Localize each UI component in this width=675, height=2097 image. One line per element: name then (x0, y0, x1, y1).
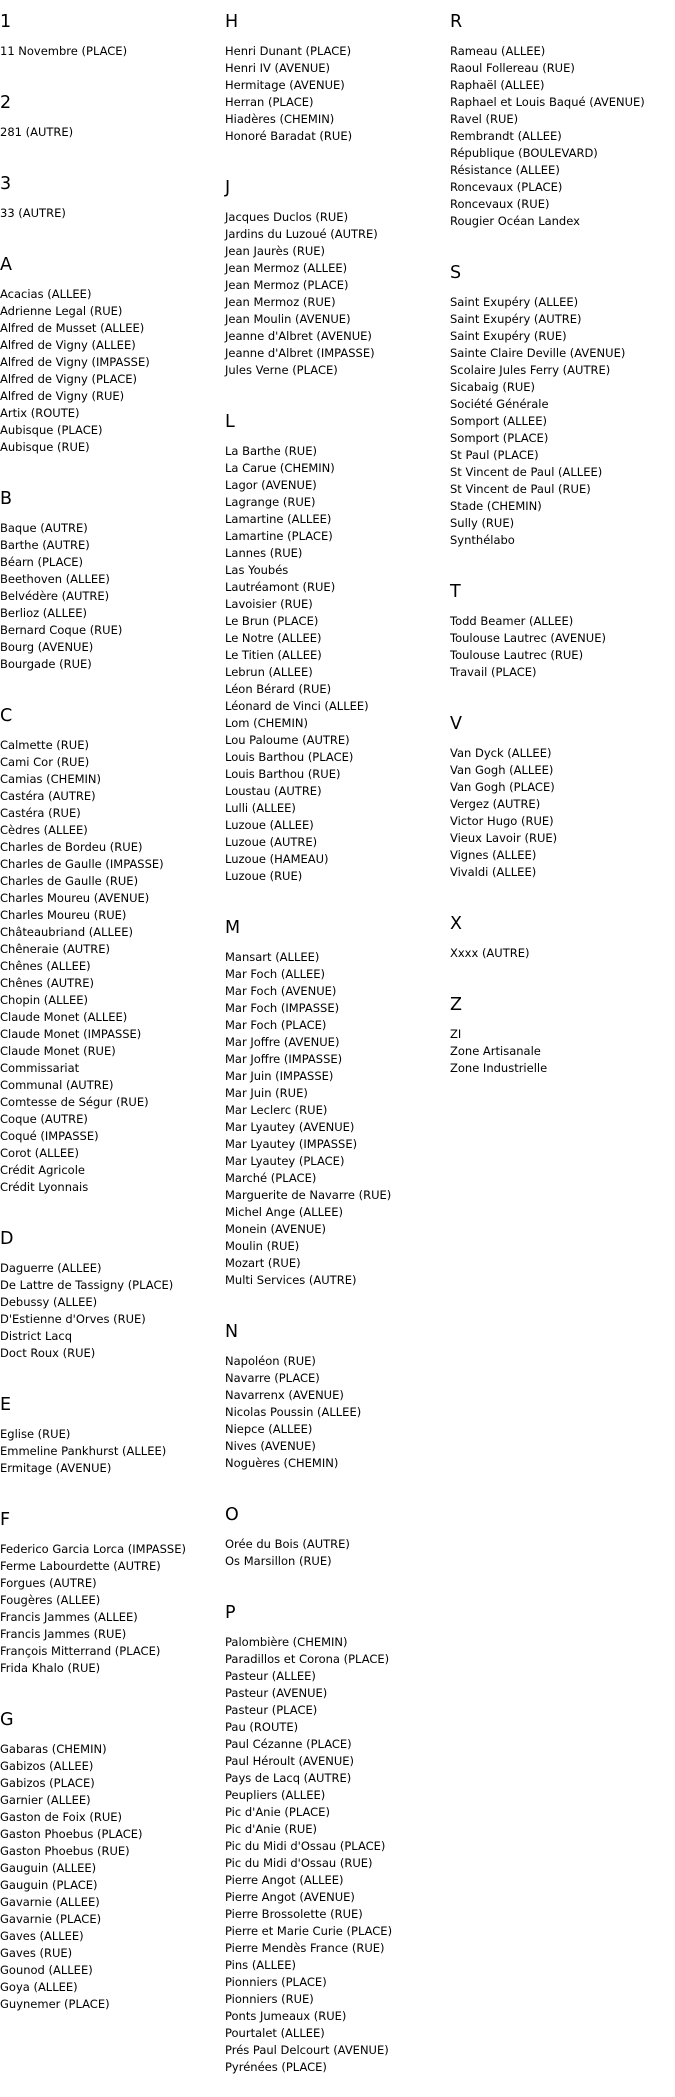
street-link[interactable]: Aubisque (RUE) (0, 440, 90, 454)
street-link[interactable]: Gaston de Foix (RUE) (0, 1810, 123, 1824)
street-link[interactable]: Gaston Phoebus (PLACE) (0, 1827, 143, 1841)
street-link[interactable]: Marguerite de Navarre (RUE) (225, 1188, 392, 1202)
street-link[interactable]: Beethoven (ALLEE) (0, 572, 110, 586)
street-link[interactable]: Orée du Bois (AUTRE) (225, 1537, 350, 1551)
street-list (225, 1634, 450, 2076)
street-link[interactable]: Cèdres (ALLEE) (0, 823, 88, 837)
street-link[interactable]: Châteaubriand (ALLEE) (0, 925, 133, 939)
section-letter-heading: B (0, 489, 13, 509)
street-link[interactable]: Pierre Angot (ALLEE) (225, 1873, 344, 1887)
section-letter-heading: 3 (0, 174, 12, 194)
street-link[interactable]: Pasteur (AVENUE) (225, 1686, 328, 1700)
street-link[interactable]: Ferme Labourdette (AUTRE) (0, 1559, 161, 1573)
street-link[interactable]: Chênes (AUTRE) (0, 976, 94, 990)
street-link[interactable]: Gabizos (ALLEE) (0, 1759, 94, 1773)
section-letter-heading: S (450, 263, 462, 283)
street-link[interactable]: Forgues (AUTRE) (0, 1576, 97, 1590)
street-link[interactable]: Debussy (ALLEE) (0, 1295, 98, 1309)
street-link[interactable]: Gavarnie (ALLEE) (0, 1895, 100, 1909)
letter-section (0, 1383, 225, 1498)
street-link[interactable]: Claude Monet (IMPASSE) (0, 1027, 142, 1041)
street-link[interactable]: Pierre et Marie Curie (PLACE) (225, 1924, 393, 1938)
section-letter-heading: Z (450, 995, 462, 1015)
street-link[interactable]: La Carue (CHEMIN) (225, 461, 335, 475)
street-link[interactable]: Alfred de Vigny (RUE) (0, 389, 125, 403)
street-link[interactable]: Ravel (RUE) (450, 112, 519, 126)
street-link[interactable]: Saint Exupéry (AUTRE) (450, 312, 582, 326)
street-link[interactable]: Artix (ROUTE) (0, 406, 80, 420)
street-link[interactable]: Lavoisier (RUE) (225, 597, 313, 611)
street-link[interactable]: Doct Roux (RUE) (0, 1346, 96, 1360)
street-link[interactable]: Luzoue (HAMEAU) (225, 852, 329, 866)
street-link[interactable]: Jean Jaurès (RUE) (225, 244, 326, 258)
street-link[interactable]: Jean Mermoz (PLACE) (225, 278, 349, 292)
street-link[interactable]: Charles de Bordeu (RUE) (0, 840, 143, 854)
street-link[interactable]: Société Générale (450, 397, 549, 411)
street-link[interactable]: Vergez (AUTRE) (450, 797, 541, 811)
street-link[interactable]: Alfred de Musset (ALLEE) (0, 321, 145, 335)
section-letter-heading: G (0, 1710, 14, 1730)
street-link[interactable]: Garnier (ALLEE) (0, 1793, 91, 1807)
street-list (0, 1741, 225, 2013)
section-letter-heading: N (225, 1322, 239, 1342)
letter-section (450, 702, 675, 902)
street-link[interactable]: Travail (PLACE) (450, 665, 537, 679)
street-link[interactable]: Chopin (ALLEE) (0, 993, 88, 1007)
section-letter-heading: A (0, 255, 12, 275)
street-link[interactable]: Le Brun (PLACE) (225, 614, 319, 628)
street-link[interactable]: Herran (PLACE) (225, 95, 314, 109)
letter-section (225, 1310, 450, 1493)
street-link[interactable]: Rembrandt (ALLEE) (450, 129, 562, 143)
street-list (225, 1536, 450, 1570)
street-link[interactable]: Las Youbés (225, 563, 289, 577)
street-link[interactable]: Paradillos et Corona (PLACE) (225, 1652, 390, 1666)
street-link[interactable]: Alfred de Vigny (PLACE) (0, 372, 138, 386)
street-link[interactable]: Paul Cézanne (PLACE) (225, 1737, 352, 1751)
letter-section (0, 477, 225, 694)
street-link[interactable]: Gaves (RUE) (0, 1946, 73, 1960)
street-link[interactable]: Lulli (ALLEE) (225, 801, 296, 815)
street-list (450, 613, 675, 681)
street-link[interactable]: Rameau (ALLEE) (450, 44, 546, 58)
street-link[interactable]: Gavarnie (PLACE) (0, 1912, 102, 1926)
street-list (0, 1260, 225, 1362)
street-link[interactable]: Raphael et Louis Baqué (AVENUE) (450, 95, 645, 109)
street-link[interactable]: Adrienne Legal (RUE) (0, 304, 123, 318)
street-link[interactable]: Daguerre (ALLEE) (0, 1261, 102, 1275)
street-link[interactable]: Mozart (RUE) (225, 1256, 301, 1270)
street-link[interactable]: Pierre Angot (AVENUE) (225, 1890, 355, 1904)
street-link[interactable]: Castéra (AUTRE) (0, 789, 96, 803)
section-letter-heading: J (225, 178, 231, 198)
street-link[interactable]: Xxxx (AUTRE) (450, 946, 530, 960)
street-link[interactable]: Vieux Lavoir (RUE) (450, 831, 558, 845)
street-link[interactable]: Pasteur (PLACE) (225, 1703, 318, 1717)
section-letter-heading: V (450, 714, 462, 734)
street-list (0, 286, 225, 456)
street-link[interactable]: Luzoue (ALLEE) (225, 818, 314, 832)
street-link[interactable]: Multi Services (AUTRE) (225, 1273, 357, 1287)
street-link[interactable]: Barthe (AUTRE) (0, 538, 90, 552)
street-link[interactable]: 281 (AUTRE) (0, 125, 74, 139)
street-list (450, 1026, 675, 1077)
street-link[interactable]: Monein (AVENUE) (225, 1222, 326, 1236)
street-link[interactable]: Todd Beamer (ALLEE) (450, 614, 574, 628)
section-letter-heading: E (0, 1395, 12, 1415)
letter-section (0, 243, 225, 477)
street-link[interactable]: Lom (CHEMIN) (225, 716, 308, 730)
street-link[interactable]: Francis Jammes (ALLEE) (0, 1610, 138, 1624)
street-link[interactable]: Mar Joffre (IMPASSE) (225, 1052, 343, 1066)
street-link[interactable]: Victor Hugo (RUE) (450, 814, 554, 828)
street-link[interactable]: St Paul (PLACE) (450, 448, 539, 462)
street-list (0, 1541, 225, 1677)
street-list (0, 124, 225, 141)
letter-section (0, 694, 225, 1217)
street-link[interactable]: Louis Barthou (RUE) (225, 767, 341, 781)
street-list (0, 205, 225, 222)
letter-section (225, 1591, 450, 2097)
street-link[interactable]: Mar Foch (AVENUE) (225, 984, 337, 998)
street-link[interactable]: Pierre Mendès France (RUE) (225, 1941, 385, 1955)
street-list (450, 294, 675, 549)
street-link[interactable]: Francis Jammes (RUE) (0, 1627, 127, 1641)
street-link[interactable]: Coqué (IMPASSE) (0, 1129, 99, 1143)
street-link[interactable]: Zone Industrielle (450, 1061, 548, 1075)
street-link[interactable]: Pyrénées (PLACE) (225, 2060, 327, 2074)
street-link[interactable]: Jacques Duclos (RUE) (225, 210, 349, 224)
letter-section (225, 166, 450, 400)
street-link[interactable]: Nicolas Poussin (ALLEE) (225, 1405, 362, 1419)
street-link[interactable]: Jeanne d'Albret (IMPASSE) (225, 346, 375, 360)
street-link[interactable]: Gaston Phoebus (RUE) (0, 1844, 130, 1858)
street-link[interactable]: Pic du Midi d'Ossau (RUE) (225, 1856, 373, 1870)
street-link[interactable]: Luzoue (RUE) (225, 869, 303, 883)
street-link[interactable]: Lannes (RUE) (225, 546, 303, 560)
street-link[interactable]: Moulin (RUE) (225, 1239, 300, 1253)
street-link[interactable]: Van Gogh (PLACE) (450, 780, 555, 794)
street-link[interactable]: Alfred de Vigny (IMPASSE) (0, 355, 150, 369)
street-link[interactable]: Henri Dunant (PLACE) (225, 44, 352, 58)
street-link[interactable]: Jean Moulin (AVENUE) (225, 312, 351, 326)
street-link[interactable]: Jean Mermoz (ALLEE) (225, 261, 348, 275)
street-link[interactable]: Gaves (ALLEE) (0, 1929, 84, 1943)
street-link[interactable]: Navarre (PLACE) (225, 1371, 320, 1385)
street-link[interactable]: Coque (AUTRE) (0, 1112, 88, 1126)
street-link[interactable]: D'Estienne d'Orves (RUE) (0, 1312, 146, 1326)
letter-section (450, 0, 675, 251)
street-link[interactable]: Saint Exupéry (ALLEE) (450, 295, 579, 309)
street-link[interactable]: Ermitage (AVENUE) (0, 1461, 112, 1475)
street-link[interactable]: Lou Paloume (AUTRE) (225, 733, 350, 747)
street-link[interactable]: Mar Juin (RUE) (225, 1086, 308, 1100)
letter-section (450, 902, 675, 983)
street-link[interactable]: Jeanne d'Albret (AVENUE) (225, 329, 372, 343)
street-link[interactable]: Berlioz (ALLEE) (0, 606, 87, 620)
street-link[interactable]: Stade (CHEMIN) (450, 499, 542, 513)
street-link[interactable]: Pins (ALLEE) (225, 1958, 296, 1972)
street-link[interactable]: Lebrun (ALLEE) (225, 665, 313, 679)
street-list (0, 737, 225, 1196)
street-link[interactable]: Crédit Agricole (0, 1163, 85, 1177)
street-index-column-2 (225, 0, 450, 2097)
street-link[interactable]: ZI (450, 1027, 462, 1041)
letter-section (0, 81, 225, 162)
letter-section (225, 1493, 450, 1591)
street-index-column-1 (0, 0, 225, 2034)
street-link[interactable]: Baque (AUTRE) (0, 521, 88, 535)
street-link[interactable]: Charles Moureu (AVENUE) (0, 891, 150, 905)
street-link[interactable]: Pionniers (RUE) (225, 1992, 314, 2006)
street-link[interactable]: Mar Foch (ALLEE) (225, 967, 326, 981)
street-list (225, 43, 450, 145)
street-link[interactable]: Os Marsillon (RUE) (225, 1554, 332, 1568)
street-link[interactable]: Pic d'Anie (PLACE) (225, 1805, 330, 1819)
street-link[interactable]: Jardins du Luzoué (AUTRE) (225, 227, 378, 241)
street-link[interactable]: Louis Barthou (PLACE) (225, 750, 354, 764)
street-link[interactable]: Castéra (RUE) (0, 806, 81, 820)
street-link[interactable]: Lamartine (PLACE) (225, 529, 333, 543)
street-link[interactable]: Charles de Gaulle (RUE) (0, 874, 139, 888)
street-link[interactable]: Van Gogh (ALLEE) (450, 763, 554, 777)
street-link[interactable]: Gauguin (ALLEE) (0, 1861, 97, 1875)
street-link[interactable]: Mar Leclerc (RUE) (225, 1103, 328, 1117)
street-link[interactable]: Camias (CHEMIN) (0, 772, 102, 786)
street-link[interactable]: Luzoue (AUTRE) (225, 835, 318, 849)
street-link[interactable]: Pourtalet (ALLEE) (225, 2026, 325, 2040)
street-link[interactable]: Sainte Claire Deville (AVENUE) (450, 346, 626, 360)
street-link[interactable]: Le Titien (ALLEE) (225, 648, 322, 662)
street-link[interactable]: Guynemer (PLACE) (0, 1997, 110, 2011)
street-link[interactable]: Cami Cor (RUE) (0, 755, 90, 769)
street-link[interactable]: Toulouse Lautrec (AVENUE) (450, 631, 606, 645)
street-link[interactable]: Henri IV (AVENUE) (225, 61, 331, 75)
street-link[interactable]: Raphaël (ALLEE) (450, 78, 545, 92)
street-link[interactable]: Mar Juin (IMPASSE) (225, 1069, 334, 1083)
street-link[interactable]: Pic du Midi d'Ossau (PLACE) (225, 1839, 386, 1853)
street-link[interactable]: Rougier Océan Landex (450, 214, 580, 228)
street-link[interactable]: Pierre Brossolette (RUE) (225, 1907, 363, 1921)
letter-section (0, 1498, 225, 1698)
street-link[interactable]: Pic d'Anie (RUE) (225, 1822, 318, 1836)
street-link[interactable]: Commissariat (0, 1061, 80, 1075)
section-letter-heading: P (225, 1603, 236, 1623)
street-link[interactable]: Aubisque (PLACE) (0, 423, 103, 437)
street-link[interactable]: Mar Joffre (AVENUE) (225, 1035, 340, 1049)
street-link[interactable]: Léonard de Vinci (ALLEE) (225, 699, 369, 713)
street-link[interactable]: Goya (ALLEE) (0, 1980, 78, 1994)
street-link[interactable]: Pays de Lacq (AUTRE) (225, 1771, 352, 1785)
street-link[interactable]: 33 (AUTRE) (0, 206, 66, 220)
street-list (225, 209, 450, 379)
street-link[interactable]: Mar Lyautey (IMPASSE) (225, 1137, 358, 1151)
letter-section (450, 983, 675, 1098)
street-link[interactable]: Lagor (AVENUE) (225, 478, 317, 492)
street-link[interactable]: La Barthe (RUE) (225, 444, 317, 458)
letter-section (225, 400, 450, 906)
street-link[interactable]: Claude Monet (ALLEE) (0, 1010, 128, 1024)
street-list (0, 43, 225, 60)
street-link[interactable]: Pasteur (ALLEE) (225, 1669, 316, 1683)
street-link[interactable]: Mar Foch (IMPASSE) (225, 1001, 340, 1015)
letter-section (0, 0, 225, 81)
street-link[interactable]: Somport (ALLEE) (450, 414, 547, 428)
street-link[interactable]: Bernard Coque (RUE) (0, 623, 123, 637)
street-link[interactable]: Federico Garcia Lorca (IMPASSE) (0, 1542, 186, 1556)
street-link[interactable]: Gounod (ALLEE) (0, 1963, 93, 1977)
street-link[interactable]: Claude Monet (RUE) (0, 1044, 116, 1058)
section-letter-heading: T (450, 582, 461, 602)
street-link[interactable]: Bourg (AVENUE) (0, 640, 94, 654)
section-letter-heading: F (0, 1510, 11, 1530)
street-link[interactable]: Emmeline Pankhurst (ALLEE) (0, 1444, 167, 1458)
street-link[interactable]: Le Notre (ALLEE) (225, 631, 322, 645)
street-link[interactable]: St Vincent de Paul (RUE) (450, 482, 591, 496)
street-link[interactable]: Acacias (ALLEE) (0, 287, 92, 301)
street-link[interactable]: Noguères (CHEMIN) (225, 1456, 339, 1470)
street-link[interactable]: Roncevaux (RUE) (450, 197, 550, 211)
street-link[interactable]: Roncevaux (PLACE) (450, 180, 563, 194)
street-link[interactable]: Calmette (RUE) (0, 738, 89, 752)
street-link[interactable]: Michel Ange (ALLEE) (225, 1205, 344, 1219)
street-list (0, 520, 225, 673)
section-letter-heading: M (225, 918, 241, 938)
street-link[interactable]: Mar Lyautey (AVENUE) (225, 1120, 355, 1134)
street-link[interactable]: Crédit Lyonnais (0, 1180, 89, 1194)
street-link[interactable]: Jean Mermoz (RUE) (225, 295, 336, 309)
street-link[interactable]: Peupliers (ALLEE) (225, 1788, 326, 1802)
street-link[interactable]: 11 Novembre (PLACE) (0, 44, 128, 58)
street-link[interactable]: Belvédère (AUTRE) (0, 589, 110, 603)
street-link[interactable]: Mansart (ALLEE) (225, 950, 320, 964)
street-link[interactable]: Niepce (ALLEE) (225, 1422, 313, 1436)
street-link[interactable]: Zone Artisanale (450, 1044, 541, 1058)
street-link[interactable]: Frida Khalo (RUE) (0, 1661, 101, 1675)
street-link[interactable]: St Vincent de Paul (ALLEE) (450, 465, 603, 479)
street-link[interactable]: Marché (PLACE) (225, 1171, 317, 1185)
street-link[interactable]: Paul Héroult (AVENUE) (225, 1754, 355, 1768)
street-link[interactable]: Lamartine (ALLEE) (225, 512, 332, 526)
street-list (225, 443, 450, 885)
street-link[interactable]: Charles Moureu (RUE) (0, 908, 127, 922)
street-link[interactable]: Léon Bérard (RUE) (225, 682, 332, 696)
letter-section (450, 251, 675, 570)
letter-section (450, 570, 675, 702)
section-letter-heading: L (225, 412, 235, 432)
section-letter-heading: H (225, 12, 239, 32)
street-link[interactable]: Comtesse de Ségur (RUE) (0, 1095, 149, 1109)
street-link[interactable]: Pau (ROUTE) (225, 1720, 299, 1734)
street-link[interactable]: Nives (AVENUE) (225, 1439, 316, 1453)
street-link[interactable]: Ponts Jumeaux (RUE) (225, 2009, 347, 2023)
street-link[interactable]: Honoré Baradat (RUE) (225, 129, 353, 143)
street-link[interactable]: Loustau (AUTRE) (225, 784, 322, 798)
street-list (225, 949, 450, 1289)
street-link[interactable]: Mar Foch (PLACE) (225, 1018, 327, 1032)
section-letter-heading: X (450, 914, 462, 934)
letter-section (0, 1698, 225, 2034)
section-letter-heading: D (0, 1229, 14, 1249)
street-link[interactable]: Communal (AUTRE) (0, 1078, 114, 1092)
street-link[interactable]: Somport (PLACE) (450, 431, 549, 445)
section-letter-heading: C (0, 706, 13, 726)
street-link[interactable]: Navarrenx (AVENUE) (225, 1388, 344, 1402)
street-link[interactable]: Raoul Follereau (RUE) (450, 61, 575, 75)
street-link[interactable]: De Lattre de Tassigny (PLACE) (0, 1278, 174, 1292)
street-link[interactable]: République (BOULEVARD) (450, 146, 598, 160)
street-link[interactable]: Vignes (ALLEE) (450, 848, 537, 862)
street-list (0, 1426, 225, 1477)
letter-section (0, 162, 225, 243)
street-link[interactable]: District Lacq (0, 1329, 73, 1343)
street-link[interactable]: Jules Verne (PLACE) (225, 363, 338, 377)
street-link[interactable]: Mar Lyautey (PLACE) (225, 1154, 345, 1168)
street-link[interactable]: Eglise (RUE) (0, 1427, 71, 1441)
street-link[interactable]: Gauguin (PLACE) (0, 1878, 98, 1892)
street-link[interactable]: Vivaldi (ALLEE) (450, 865, 537, 879)
section-letter-heading: 1 (0, 12, 12, 32)
street-link[interactable]: Chêneraie (AUTRE) (0, 942, 110, 956)
street-link[interactable]: Van Dyck (ALLEE) (450, 746, 552, 760)
street-link[interactable]: Gabizos (PLACE) (0, 1776, 95, 1790)
street-link[interactable]: Chênes (ALLEE) (0, 959, 91, 973)
street-link[interactable]: Palombière (CHEMIN) (225, 1635, 348, 1649)
street-link[interactable]: Bourgade (RUE) (0, 657, 92, 671)
street-link[interactable]: Hiadères (CHEMIN) (225, 112, 335, 126)
letter-section (225, 906, 450, 1310)
street-index-column-3 (450, 0, 675, 1098)
street-link[interactable]: Hermitage (AVENUE) (225, 78, 345, 92)
street-link[interactable]: Fougères (ALLEE) (0, 1593, 101, 1607)
street-link[interactable]: Saint Exupéry (RUE) (450, 329, 567, 343)
street-link[interactable]: Béarn (PLACE) (0, 555, 84, 569)
street-link[interactable]: Lagrange (RUE) (225, 495, 316, 509)
street-link[interactable]: Pionniers (PLACE) (225, 1975, 327, 1989)
street-link[interactable]: Sully (RUE) (450, 516, 515, 530)
street-list (450, 745, 675, 881)
street-link[interactable]: Prés Paul Delcourt (AVENUE) (225, 2043, 389, 2057)
street-link[interactable]: Sicabaig (RUE) (450, 380, 536, 394)
street-link[interactable]: Lautréamont (RUE) (225, 580, 336, 594)
section-letter-heading: O (225, 1505, 239, 1525)
street-link[interactable]: Résistance (ALLEE) (450, 163, 560, 177)
street-list (450, 945, 675, 962)
street-link[interactable]: Synthélabo (450, 533, 515, 547)
street-link[interactable]: Scolaire Jules Ferry (AUTRE) (450, 363, 611, 377)
section-letter-heading: R (450, 12, 463, 32)
letter-section (0, 1217, 225, 1383)
street-link[interactable]: Napoléon (RUE) (225, 1354, 316, 1368)
letter-section (225, 0, 450, 166)
street-link[interactable]: François Mitterrand (PLACE) (0, 1644, 161, 1658)
street-link[interactable]: Alfred de Vigny (ALLEE) (0, 338, 136, 352)
street-list (225, 1353, 450, 1472)
street-link[interactable]: Gabaras (CHEMIN) (0, 1742, 107, 1756)
street-list (450, 43, 675, 230)
section-letter-heading: 2 (0, 93, 12, 113)
street-link[interactable]: Toulouse Lautrec (RUE) (450, 648, 584, 662)
street-link[interactable]: Corot (ALLEE) (0, 1146, 79, 1160)
street-link[interactable]: Charles de Gaulle (IMPASSE) (0, 857, 164, 871)
